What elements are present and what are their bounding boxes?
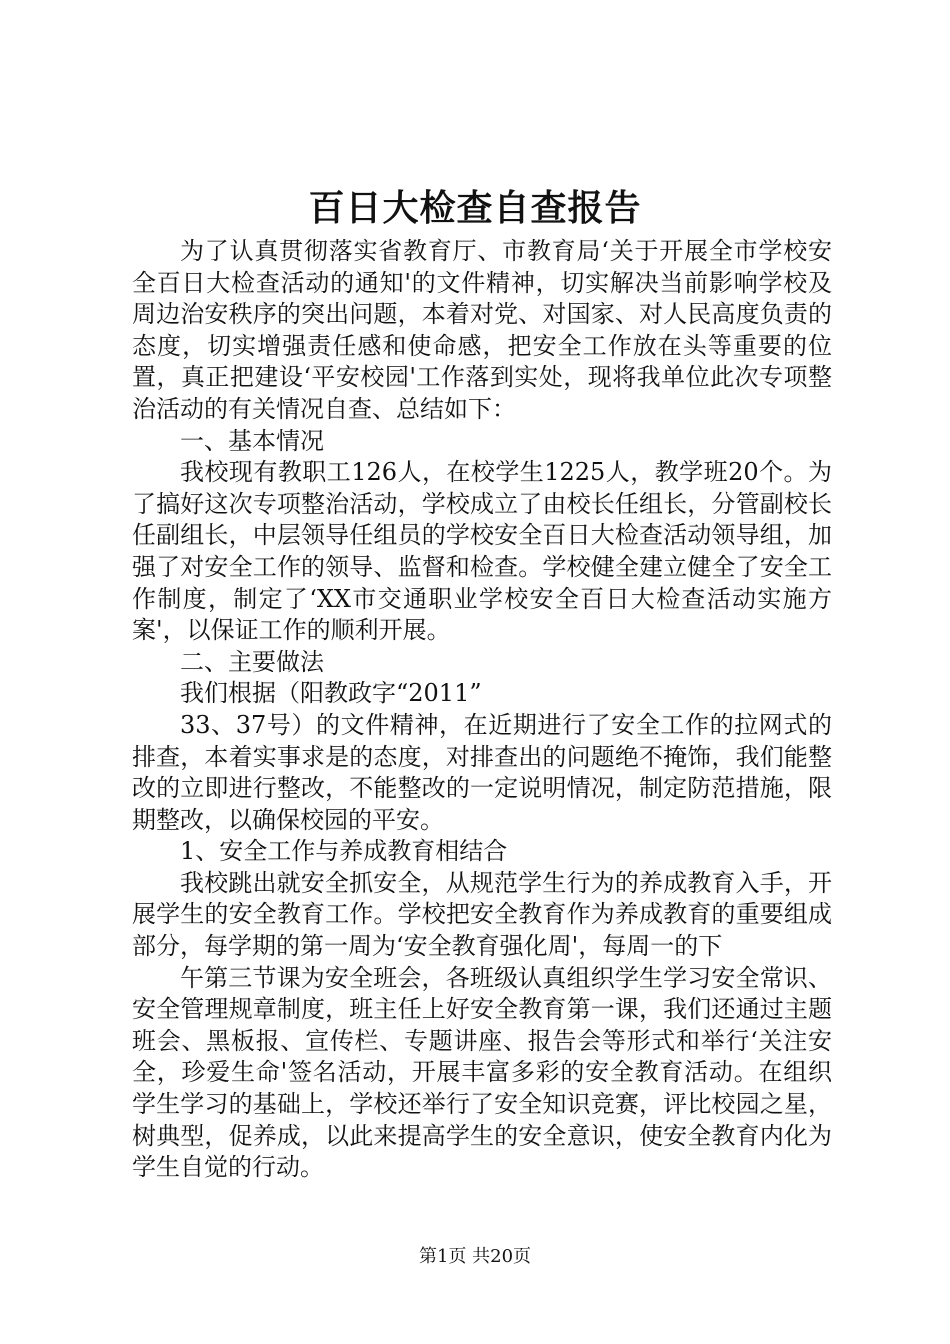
intro-paragraph: 为了认真贯彻落实省教育厅、市教育局‘关于开展全市学校安全百日大检查活动的通知'的文件精神，切实解决当前影响学校及周边治安秩序的突出问题，本着对党、对国家、对人民高度负责的态度，切实增强责任感和使命感，把安全工作放在头等重要的位置，真正把建设‘平安校园'工作落到实处，现将我单位此次专项整治活动的有关情况自查、总结如下： <box>132 237 832 423</box>
practices-reference-line: 我们根据（阳教政字“2011” <box>180 679 482 708</box>
safety-activities-paragraph: 午第三节课为安全班会，各班级认真组织学生学习安全常识、安全管理规章制度，班主任上好安全教育第一课，我们还通过主题班会、黑板报、宣传栏、专题讲座、报告会等形式和举行‘关注安全，珍爱生命'签名活动，开展丰富多彩的安全教育活动。在组织学生学习的基础上，学校还举行了安全知识竞赛，评比校园之星，树典型，促养成，以此来提高学生的安全意识，使安全教育内化为学生自觉的行动。 <box>132 963 832 1182</box>
section-heading-main-practices: 二、主要做法 <box>180 647 324 676</box>
practices-paragraph: 33、37号）的文件精神，在近期进行了安全工作的拉网式的排查，本着实事求是的态度，对排查出的问题绝不掩饰，我们能整改的立即进行整改，不能整改的一定说明情况，制定防范措施，限期整改，以确保校园的平安。 <box>132 710 832 834</box>
section-heading-basic-situation: 一、基本情况 <box>180 426 324 455</box>
subsection-heading-safety-education: 1、安全工作与养成教育相结合 <box>180 837 508 866</box>
document-title: 百日大检查自查报告 <box>308 187 642 229</box>
safety-education-paragraph: 我校跳出就安全抓安全，从规范学生行为的养成教育入手，开展学生的安全教育工作。学校把安全教育作为养成教育的重要组成部分，每学期的第一周为‘安全教育强化周'，每周一的下 <box>132 868 832 961</box>
document-body <box>132 236 832 1184</box>
basic-situation-paragraph: 我校现有教职工126人，在校学生1225人，教学班20个。为了搞好这次专项整治活动，学校成立了由校长任组长，分管副校长任副组长，中层领导任组员的学校安全百日大检查活动领导组，加强了对安全工作的领导、监督和检查。学校健全建立健全了安全工作制度，制定了‘XX市交通职业学校安全百日大检查活动实施方案'，以保证工作的顺利开展。 <box>132 458 832 645</box>
page-footer: 第1页 共20页 <box>418 1246 532 1267</box>
